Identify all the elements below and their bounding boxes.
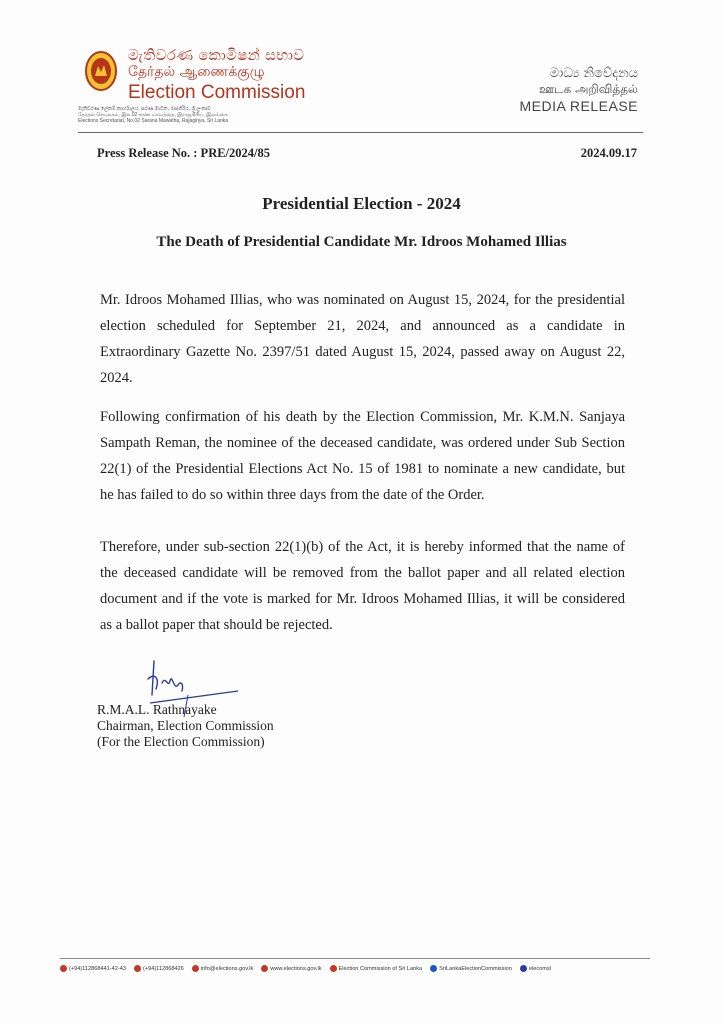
signatory-position: Chairman, Election Commission bbox=[97, 718, 274, 733]
address-english: Elections Secretariat, No.02 Sarana Mawatha, Rajagiriya, Sri Lanka bbox=[78, 118, 229, 124]
footer-twitter[interactable] bbox=[520, 965, 551, 972]
facebook-icon bbox=[330, 965, 337, 972]
address-tamil: தேர்தல் செயலகம், இல.02 சரண மாவத்தை, இராஜகிரிய, இலங்கை bbox=[78, 112, 228, 118]
signatory-block bbox=[97, 702, 274, 750]
footer-phone-text: (+94)112868441-42-43 bbox=[69, 965, 126, 972]
media-release-english: MEDIA RELEASE bbox=[519, 98, 638, 114]
contact-footer bbox=[60, 965, 660, 972]
body-paragraph: Therefore, under sub-section 22(1)(b) of the Act, it is hereby informed that the name of the deceased candidate will be removed from the ballot paper and all related election document and if the vote is marked for Mr. Idroos Mohamed Illias, it will be considered as a ballot paper that should be rejected. bbox=[100, 539, 625, 633]
media-release-sinhala: මාධ්‍ය නිවේදනය bbox=[549, 66, 638, 81]
document-title: Presidential Election - 2024 bbox=[262, 194, 461, 213]
footer-website-text: www.elections.gov.lk bbox=[270, 965, 322, 972]
body-paragraph: Mr. Idroos Mohamed Illias, who was nominated on August 15, 2024, for the presidential election scheduled for September 21, 2024, and announced as a candidate in Extraordinary Gazette No. 2397/51 dated August 15, 2024, passed away on August 22, 2024. bbox=[100, 292, 625, 386]
web-icon bbox=[261, 965, 268, 972]
email-icon bbox=[192, 965, 199, 972]
fax-icon bbox=[134, 965, 141, 972]
release-date: 2024.09.17 bbox=[580, 146, 637, 160]
footer-facebook-2[interactable] bbox=[430, 965, 512, 972]
footer-email[interactable] bbox=[192, 965, 254, 972]
address-block bbox=[78, 106, 318, 124]
facebook-icon bbox=[430, 965, 437, 972]
emblem-icon bbox=[84, 50, 118, 92]
media-release-tamil: ஊடக அறிவித்தல் bbox=[538, 82, 638, 96]
footer-phone bbox=[60, 965, 126, 972]
body-paragraph: Following confirmation of his death by the Election Commission, Mr. K.M.N. Sanjaya Sampath Reman, the nominee of the deceased candidate, was ordered under Sub Section 22(1) of the Presidential Elections Act No. 15 of 1981 to nominate a new candidate, but he has failed to do so within three days from the date of the Order. bbox=[100, 409, 625, 503]
footer-facebook-1[interactable] bbox=[330, 965, 423, 972]
footer-facebook-1-text: Election Commission of Sri Lanka bbox=[338, 965, 423, 972]
document-subtitle: The Death of Presidential Candidate Mr. Idroos Mohamed Illias bbox=[156, 234, 567, 250]
org-name-sinhala: මැතිවරණ කොමිෂන් සභාව bbox=[128, 46, 305, 64]
twitter-icon bbox=[520, 965, 527, 972]
signatory-note: (For the Election Commission) bbox=[97, 734, 265, 749]
footer-divider bbox=[60, 958, 650, 959]
footer-twitter-text: elecomsl bbox=[528, 965, 551, 972]
footer-fax bbox=[134, 965, 184, 972]
footer-facebook-2-text: SriLankaElectionCommission bbox=[439, 965, 512, 972]
org-name-tamil: தேர்தல் ஆணைக்குழு bbox=[128, 64, 265, 80]
phone-icon bbox=[60, 965, 67, 972]
footer-website[interactable] bbox=[261, 965, 321, 972]
letterhead bbox=[78, 44, 648, 124]
signatory-name: R.M.A.L. Rathnayake bbox=[97, 702, 217, 717]
press-release-number: Press Release No. : PRE/2024/85 bbox=[97, 146, 271, 160]
footer-email-text: info@elections.gov.lk bbox=[200, 965, 254, 972]
address-sinhala: මැතිවරණ ලේකම් කාර්යාලය, සරණ මාවත, රාජගිරිය, ශ්‍රී ලංකාව bbox=[78, 106, 211, 112]
footer-fax-text: (+94)112868426 bbox=[142, 965, 184, 972]
header-divider bbox=[78, 132, 643, 133]
org-name-english: Election Commission bbox=[128, 82, 306, 103]
media-release-label bbox=[519, 66, 638, 115]
